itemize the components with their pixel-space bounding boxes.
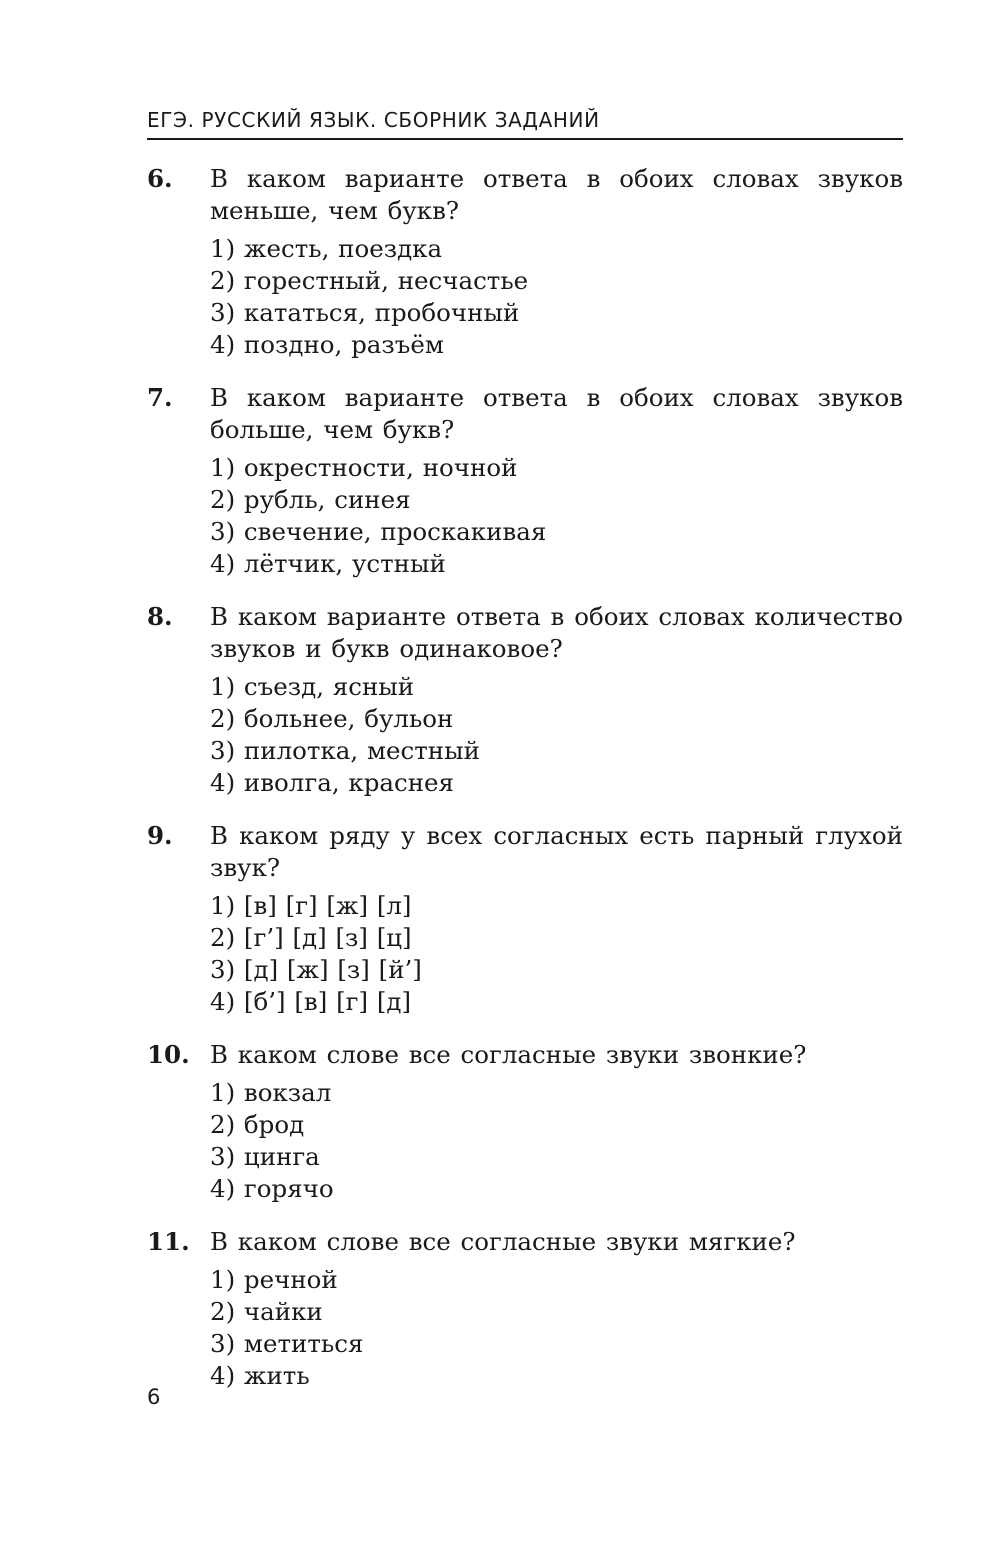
answer-option: 1) съезд, ясный	[210, 672, 415, 701]
answer-option: 4) [б’] [в] [г] [д]	[210, 987, 412, 1016]
task-number: 10.	[147, 1040, 190, 1069]
answer-options	[210, 1264, 903, 1392]
answer-options	[210, 1077, 903, 1205]
task-question: В каком варианте ответа в обоих словах звуков меньше, чем букв?	[210, 164, 903, 225]
task-question: В каком ряду у всех согласных есть парный глухой звук?	[210, 821, 903, 882]
task-question: В каком варианте ответа в обоих словах звуков больше, чем букв?	[210, 383, 903, 444]
task-list	[147, 163, 903, 1413]
answer-option: 4) лётчик, устный	[210, 549, 446, 578]
running-title: ЕГЭ. РУССКИЙ ЯЗЫК. СБОРНИК ЗАДАНИЙ	[147, 108, 600, 132]
task-question: В каком слове все согласные звуки мягкие?	[210, 1227, 796, 1256]
answer-option: 3) цинга	[210, 1142, 320, 1171]
task-10	[147, 1039, 903, 1205]
answer-option: 3) пилотка, местный	[210, 736, 480, 765]
task-7	[147, 382, 903, 580]
task-number: 7.	[147, 383, 173, 412]
answer-option: 2) рубль, синея	[210, 485, 411, 514]
task-question: В каком варианте ответа в обоих словах количество звуков и букв одинаковое?	[210, 602, 903, 663]
answer-option: 2) чайки	[210, 1297, 323, 1326]
answer-options	[210, 452, 903, 580]
answer-option: 2) [г’] [д] [з] [ц]	[210, 923, 412, 952]
answer-option: 1) жесть, поездка	[210, 234, 443, 263]
answer-options	[210, 671, 903, 799]
task-question: В каком слове все согласные звуки звонкие?	[210, 1040, 807, 1069]
answer-option: 3) кататься, пробочный	[210, 298, 520, 327]
answer-option: 1) окрестности, ночной	[210, 453, 518, 482]
task-number: 9.	[147, 821, 173, 850]
answer-options	[210, 890, 903, 1018]
page-number: 6	[147, 1385, 161, 1409]
answer-options	[210, 233, 903, 361]
task-11	[147, 1226, 903, 1392]
answer-option: 1) вокзал	[210, 1078, 332, 1107]
answer-option: 3) [д] [ж] [з] [й’]	[210, 955, 422, 984]
running-head	[147, 106, 903, 140]
answer-option: 2) больнее, бульон	[210, 704, 454, 733]
task-9	[147, 820, 903, 1018]
answer-option: 1) речной	[210, 1265, 338, 1294]
answer-option: 4) поздно, разъём	[210, 330, 444, 359]
task-8	[147, 601, 903, 799]
answer-option: 3) метиться	[210, 1329, 364, 1358]
answer-option: 2) горестный, несчастье	[210, 266, 529, 295]
answer-option: 4) жить	[210, 1361, 310, 1390]
task-number: 8.	[147, 602, 173, 631]
task-number: 6.	[147, 164, 173, 193]
task-6	[147, 163, 903, 361]
answer-option: 4) горячо	[210, 1174, 334, 1203]
answer-option: 3) свечение, проскакивая	[210, 517, 547, 546]
answer-option: 2) брод	[210, 1110, 305, 1139]
task-number: 11.	[147, 1227, 190, 1256]
answer-option: 4) иволга, краснея	[210, 768, 454, 797]
answer-option: 1) [в] [г] [ж] [л]	[210, 891, 412, 920]
